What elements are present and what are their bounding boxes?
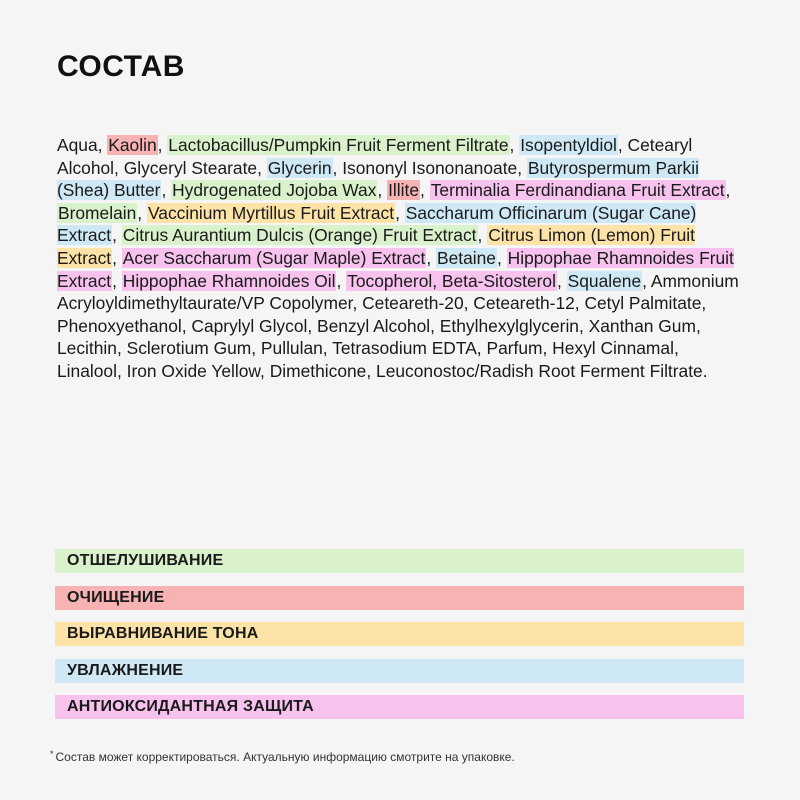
ingredient-text: , <box>137 202 147 223</box>
ingredient-text: , <box>556 270 567 291</box>
ingredient-text: , <box>112 247 122 268</box>
ingredient-text: , <box>336 270 347 291</box>
legend-label: УВЛАЖНЕНИЕ <box>67 661 184 679</box>
ingredient-highlight-antioxidant: Terminalia Ferdinandiana Fruit Extract <box>430 180 725 201</box>
legend-item-antioxidant <box>55 695 744 719</box>
legend-label: АНТИОКСИДАНТНАЯ ЗАЩИТА <box>67 698 314 716</box>
legend-label: ОЧИЩЕНИЕ <box>67 588 165 606</box>
ingredient-highlight-antioxidant: Acer Saccharum (Sugar Maple) Extract <box>122 247 426 268</box>
legend-label: ВЫРАВНИВАНИЕ ТОНА <box>67 625 259 643</box>
ingredient-highlight-tone: Citrus Limon (Lemon) Fruit Extract <box>57 225 695 268</box>
ingredient-text: , <box>377 180 388 201</box>
ingredient-highlight-cleansing: Kaolin <box>108 135 157 155</box>
ingredient-highlight-antioxidant: Hippophae Rhamnoides Fruit Extract <box>57 247 734 291</box>
ingredient-highlight-moisturizing: Glycerin <box>267 157 332 178</box>
ingredient-text: , <box>496 247 507 268</box>
ingredient-text: , <box>426 247 436 268</box>
footnote <box>50 749 515 764</box>
ingredient-text: Aqua, <box>57 135 108 155</box>
ingredient-text: , <box>477 225 488 246</box>
legend-item-tone <box>55 622 744 646</box>
legend-label: ОТШЕЛУШИВАНИЕ <box>67 552 224 569</box>
page-title: СОСТАВ <box>57 50 185 83</box>
footnote-marker: * <box>50 749 54 759</box>
ingredient-highlight-exfoliation: Lactobacillus/Pumpkin Fruit Ferment Filtrate <box>168 135 509 155</box>
ingredient-highlight-exfoliation: Bromelain <box>58 202 137 223</box>
ingredient-highlight-antioxidant: Hippophae Rhamnoides Oil <box>122 270 336 291</box>
ingredient-highlight-moisturizing: Squalene <box>567 270 642 291</box>
ingredient-text: , <box>725 180 731 201</box>
ingredient-highlight-moisturizing: Saccharum Officinarum (Sugar Cane) Extract <box>57 202 697 246</box>
ingredient-text: , Ammonium Acryloyldimethyltaurate/VP Copolymer, Ceteareth-20, Ceteareth-12, Cetyl Palmitate, Phenoxyethanol, Caprylyl Glycol, Benzyl Alcohol, Ethylhexylglycerin, Xanthan Gum, Lecithin, Sclerotium Gum, Pullulan, Tetrasodium EDTA, Parfum, Hexyl Cinnamal, Linalool, Iron Oxide Yellow, Dimethicone, Leuconostoc/Radish Root Ferment Filtrate. <box>57 270 739 381</box>
footnote-text: Состав может корректироваться. Актуальную информацию смотрите на упаковке. <box>55 750 515 764</box>
ingredient-text: , <box>420 180 430 201</box>
ingredient-highlight-tone: Vaccinium Myrtillus Fruit Extract <box>147 202 395 223</box>
ingredient-highlight-exfoliation: Hydrogenated Jojoba Wax <box>172 180 377 201</box>
ingredient-text: , <box>157 135 168 155</box>
ingredients-list <box>57 134 747 383</box>
ingredient-text: , <box>112 270 122 291</box>
legend-item-cleansing <box>55 586 744 610</box>
ingredient-highlight-moisturizing: Betaine <box>436 247 496 268</box>
ingredient-highlight-exfoliation: Citrus Aurantium Dulcis (Orange) Fruit Extract <box>122 225 477 246</box>
ingredient-text: , Cetearyl Alcohol, Glyceryl Stearate, <box>57 135 693 178</box>
ingredient-text: , <box>509 135 520 155</box>
legend-item-exfoliation <box>55 549 744 573</box>
ingredient-text: , <box>395 202 405 223</box>
ingredient-text: , Isononyl Isononanoate, <box>332 157 527 178</box>
ingredient-highlight-moisturizing: Butyrospermum Parkii (Shea) Butter <box>57 157 699 201</box>
legend-item-moisturizing <box>55 659 744 683</box>
ingredient-text: , <box>161 180 172 201</box>
ingredient-highlight-antioxidant: Tocopherol, Beta-Sitosterol <box>347 270 556 291</box>
ingredient-text: , <box>112 225 122 246</box>
ingredient-highlight-moisturizing: Isopentyldiol <box>520 135 617 155</box>
ingredient-highlight-cleansing: Illite <box>388 180 420 201</box>
legend <box>55 549 744 732</box>
